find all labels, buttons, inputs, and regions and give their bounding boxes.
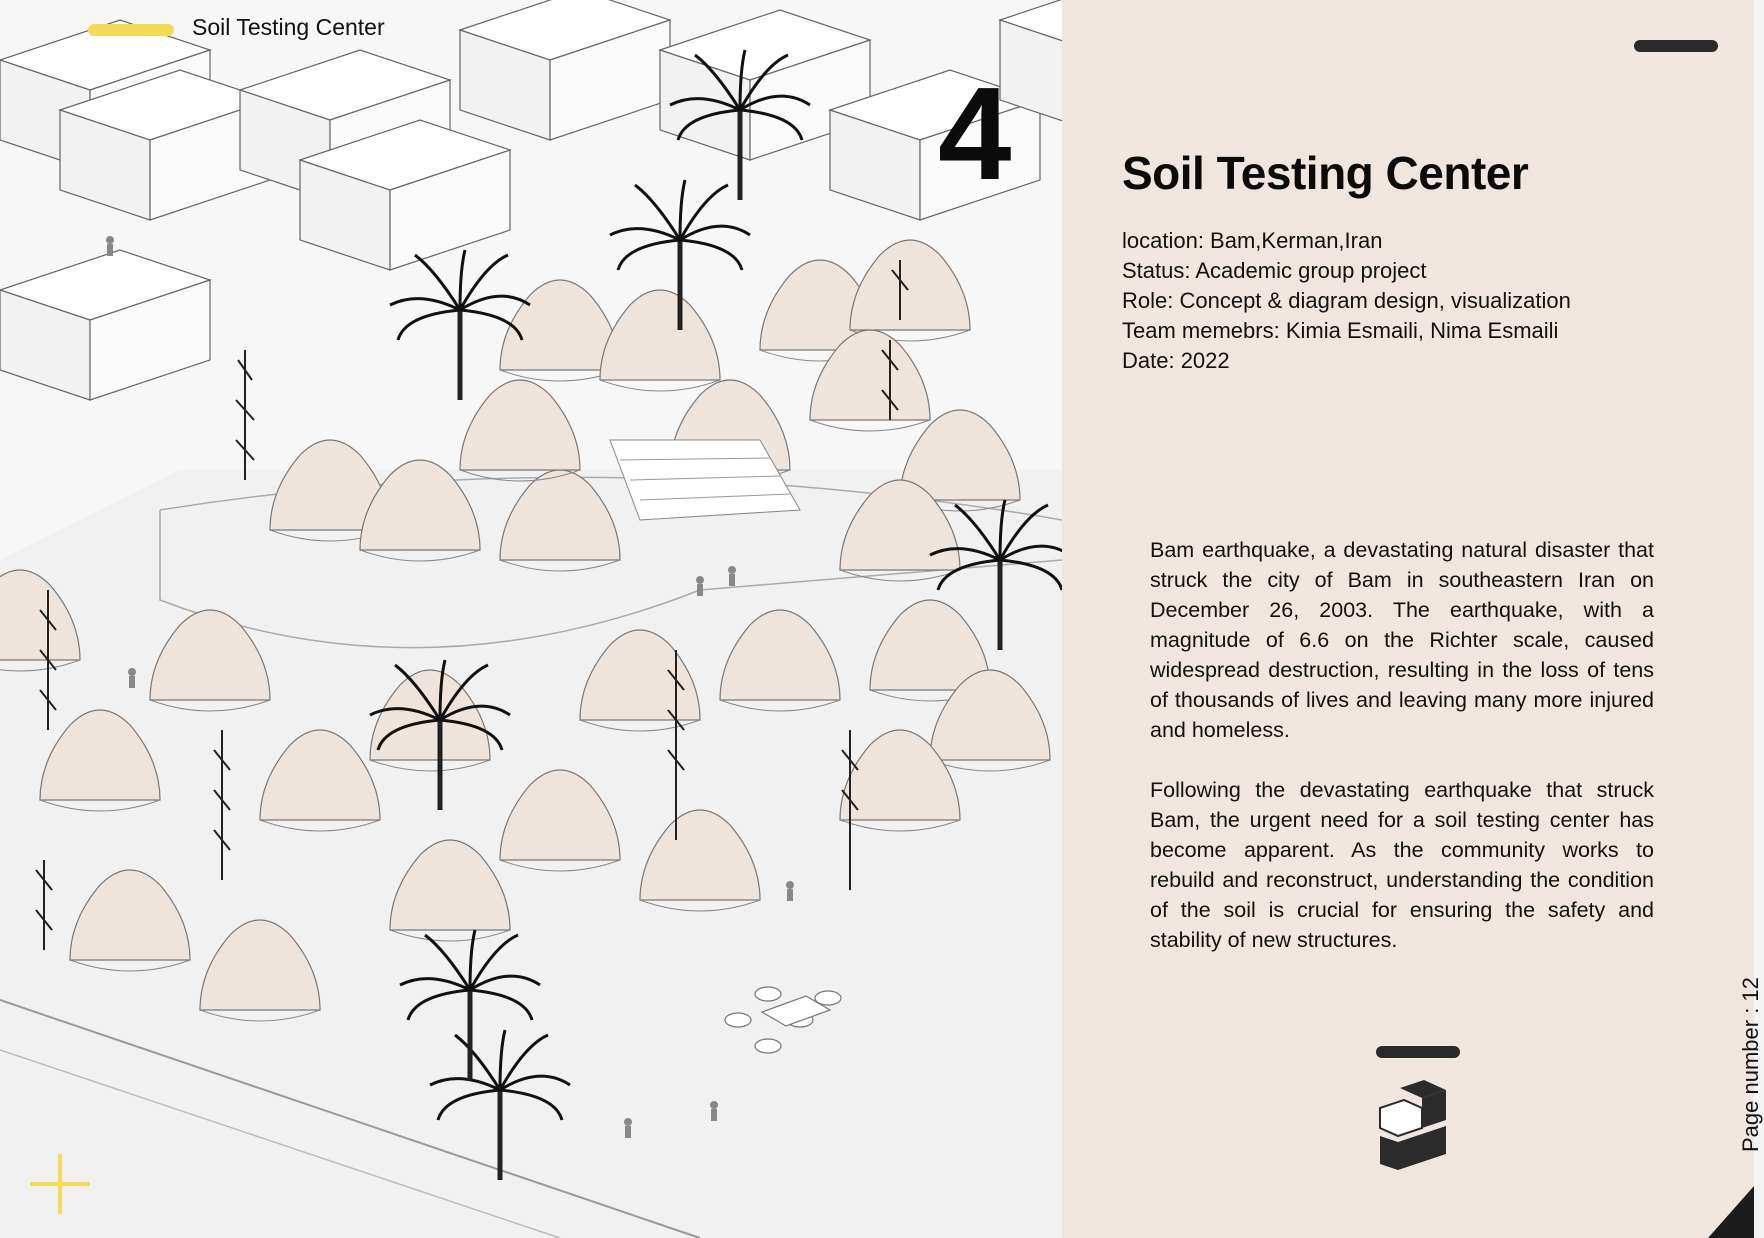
plus-icon bbox=[28, 1152, 92, 1216]
corner-triangle-decoration bbox=[1708, 1186, 1754, 1238]
project-description bbox=[1150, 535, 1654, 955]
cube-logo-icon bbox=[1378, 1078, 1448, 1176]
top-dash-decoration bbox=[1634, 40, 1718, 52]
description-paragraph-2: Following the devastating earthquake that struck Bam, the urgent need for a soil testing center has become apparent. As the community works to rebuild and reconstruct, understanding the condition of the soil is crucial for ensuring the safety and stability of new structures. bbox=[1150, 778, 1654, 952]
meta-team: Team memebrs: Kimia Esmaili, Nima Esmaili bbox=[1122, 318, 1559, 343]
project-title: Soil Testing Center bbox=[1122, 147, 1529, 199]
meta-status: Status: Academic group project bbox=[1122, 258, 1427, 283]
project-meta bbox=[1122, 226, 1682, 376]
meta-role: Role: Concept & diagram design, visualization bbox=[1122, 288, 1571, 313]
page-number: Page number : 12 bbox=[1738, 977, 1763, 1152]
bottom-dash-decoration bbox=[1376, 1046, 1460, 1058]
description-paragraph-1: Bam earthquake, a devastating natural disaster that struck the city of Bam in southeastern Iran on December 26, 2003. The earthquake, with a magnitude of 6.6 on the Richter scale, caused widespread destruction, resulting in the loss of tens of thousands of lives and leaving many more injured and homeless. bbox=[1150, 538, 1654, 742]
header-title: Soil Testing Center bbox=[192, 14, 385, 40]
meta-date: Date: 2022 bbox=[1122, 348, 1230, 373]
meta-location: location: Bam,Kerman,Iran bbox=[1122, 228, 1383, 253]
section-number: 4 bbox=[938, 60, 1012, 207]
